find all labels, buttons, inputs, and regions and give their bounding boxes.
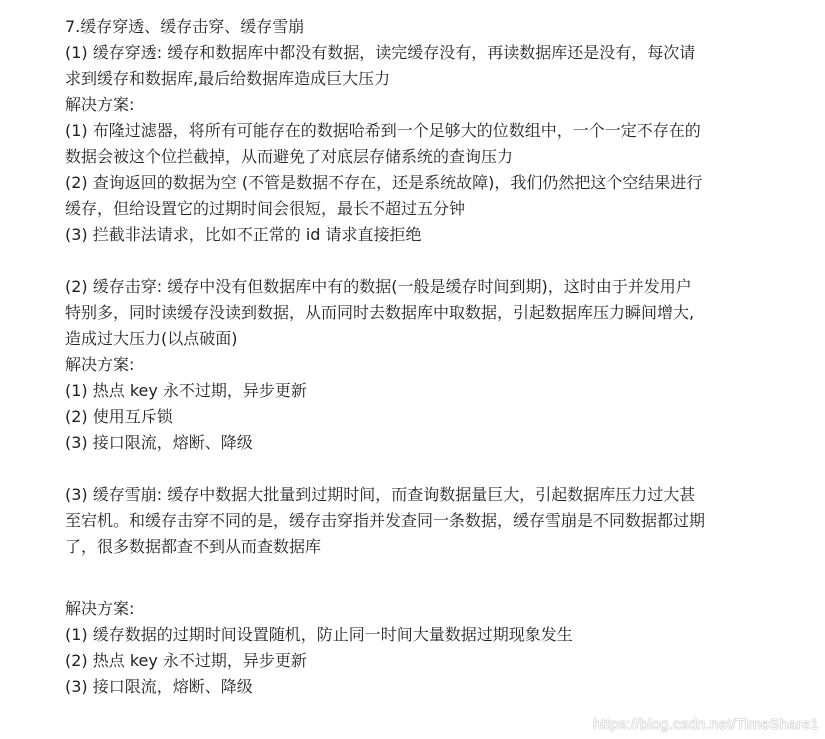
solution-item: (3) 拦截非法请求，比如不正常的 id 请求直接拒绝 [65,225,422,244]
cache-breakdown-definition-cont: 造成过大压力(以点破面) [65,329,238,348]
solution-item-cont: 数据会被这个位拦截掉，从而避免了对底层存储系统的查询压力 [65,147,514,166]
solution-label: 解决方案: [65,355,135,374]
section-heading: 7.缓存穿透、缓存击穿、缓存雪崩 [65,17,305,36]
cache-avalanche-definition-cont: 至宕机。和缓存击穿不同的是，缓存击穿指并发查同一条数据，缓存雪崩是不同数据都过期 [65,511,706,530]
spacer [65,456,765,482]
cache-breakdown-definition: (2) 缓存击穿: 缓存中没有但数据库中有的数据(一般是缓存时间到期)，这时由于并发用户 [65,277,692,296]
solution-item: (3) 接口限流，熔断、降级 [65,677,253,696]
solution-item: (2) 热点 key 永不过期，异步更新 [65,651,307,670]
spacer [65,560,765,596]
document-body [65,14,765,700]
solution-label: 解决方案: [65,95,135,114]
solution-item-cont: 缓存，但给设置它的过期时间会很短，最长不超过五分钟 [65,199,466,218]
watermark: https://blog.csdn.net/TimeShare1 [593,716,819,733]
solution-item: (1) 热点 key 永不过期，异步更新 [65,381,307,400]
solution-label: 解决方案: [65,599,135,618]
cache-penetration-definition: (1) 缓存穿透: 缓存和数据库中都没有数据，读完缓存没有，再读数据库还是没有，每次请 [65,43,696,62]
solution-item: (1) 布隆过滤器，将所有可能存在的数据哈希到一个足够大的位数组中，一个一定不存在的 [65,121,701,140]
spacer [65,248,765,274]
cache-penetration-definition-cont: 求到缓存和数据库,最后给数据库造成巨大压力 [65,69,391,88]
cache-breakdown-definition-cont: 特别多，同时读缓存没读到数据，从而同时去数据库中取数据，引起数据库压力瞬间增大, [65,303,695,322]
solution-item: (1) 缓存数据的过期时间设置随机，防止同一时间大量数据过期现象发生 [65,625,573,644]
solution-item: (3) 接口限流，熔断、降级 [65,433,253,452]
cache-avalanche-definition: (3) 缓存雪崩: 缓存中数据大批量到过期时间，而查询数据量巨大，引起数据库压力过大甚 [65,485,696,504]
solution-item: (2) 查询返回的数据为空 (不管是数据不存在，还是系统故障)，我们仍然把这个空结果进行 [65,173,703,192]
cache-avalanche-definition-cont: 了，很多数据都查不到从而查数据库 [65,537,322,556]
solution-item: (2) 使用互斥锁 [65,407,173,426]
